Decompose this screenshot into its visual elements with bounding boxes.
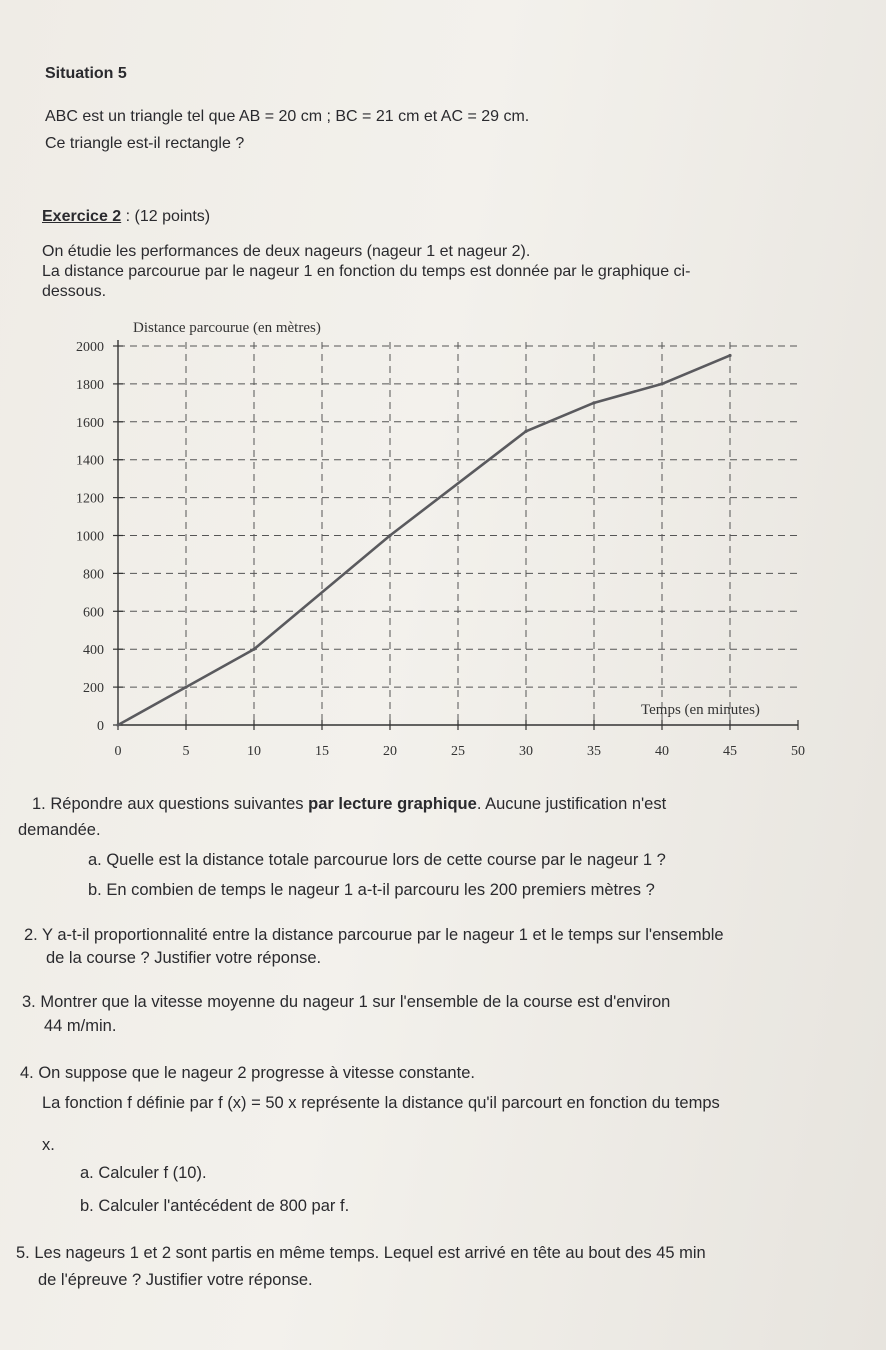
exercise-points: : (12 points) <box>121 208 211 225</box>
question-5-line-2: de l'épreuve ? Justifier votre réponse. <box>38 1271 313 1289</box>
y-tick-label-1200: 1200 <box>76 491 104 507</box>
series-point <box>388 534 391 537</box>
x-tick-label-10: 10 <box>247 744 261 759</box>
y-tick-label-600: 600 <box>83 605 104 621</box>
question-3-line-2: 44 m/min. <box>44 1017 117 1035</box>
question-5-line-1: 5. Les nageurs 1 et 2 sont partis en même temps. Lequel est arrivé en tête au bout des 45 min <box>16 1244 706 1262</box>
question-1-continuation: demandée. <box>18 821 101 839</box>
situation-title: Situation 5 <box>45 65 127 82</box>
x-tick-label-30: 30 <box>519 744 533 759</box>
distance-time-chart <box>55 312 815 772</box>
x-tick-label-15: 15 <box>315 744 329 759</box>
question-2-line-2: de la course ? Justifier votre réponse. <box>46 949 322 967</box>
question-1a: a. Quelle est la distance totale parcourue lors de cette course par le nageur 1 ? <box>88 851 666 869</box>
y-tick-label-1800: 1800 <box>76 377 104 393</box>
x-tick-label-35: 35 <box>587 744 601 759</box>
question-1-text-b: . Aucune justification n'est <box>476 795 667 813</box>
question-4-line-2: La fonction f définie par f (x) = 50 x représente la distance qu'il parcourt en fonction du temps <box>42 1094 720 1112</box>
y-tick-label-0: 0 <box>97 719 104 734</box>
series-line-nageur-1 <box>118 355 730 725</box>
question-2-line-1: 2. Y a-t-il proportionnalité entre la distance parcourue par le nageur 1 et le temps sur l'ensemble <box>24 926 724 944</box>
x-tick-label-20: 20 <box>383 744 397 759</box>
y-tick-label-800: 800 <box>83 567 104 583</box>
y-tick-label-200: 200 <box>83 681 104 697</box>
exercise-intro-1: On étudie les performances de deux nageurs (nageur 1 et nageur 2). <box>42 243 531 260</box>
x-tick-label-25: 25 <box>451 744 465 759</box>
question-1-text-a: Répondre aux questions suivantes <box>50 795 309 813</box>
series-point <box>592 401 595 404</box>
x-tick-label-40: 40 <box>655 744 669 759</box>
series-point <box>116 723 119 726</box>
y-tick-label-400: 400 <box>83 643 104 659</box>
series-point <box>524 430 527 433</box>
chart-series <box>116 354 731 727</box>
series-point <box>728 354 731 357</box>
chart-x-axis-label: Temps (en minutes) <box>641 702 760 718</box>
question-1-number: 1. <box>32 795 46 813</box>
y-tick-label-1000: 1000 <box>76 529 104 545</box>
question-4-line-1: 4. On suppose que le nageur 2 progresse à vitesse constante. <box>20 1064 475 1082</box>
y-tick-label-1600: 1600 <box>76 415 104 431</box>
situation-question: Ce triangle est-il rectangle ? <box>45 135 245 152</box>
x-tick-label-5: 5 <box>182 744 190 759</box>
question-1 <box>32 794 666 814</box>
question-4b: b. Calculer l'antécédent de 800 par f. <box>80 1197 350 1215</box>
chart-tick-labels <box>76 340 805 759</box>
series-point <box>184 686 187 689</box>
chart-title: Distance parcourue (en mètres) <box>133 320 321 336</box>
series-point <box>660 382 663 385</box>
exercise-intro-3: dessous. <box>42 283 107 300</box>
y-tick-label-1400: 1400 <box>76 453 104 469</box>
exercise-heading <box>42 207 210 227</box>
x-tick-label-50: 50 <box>791 744 805 759</box>
exercise-title: Exercice 2 <box>42 208 122 225</box>
exercise-intro-2: La distance parcourue par le nageur 1 en fonction du temps est donnée par le graphique ci- <box>42 263 691 280</box>
situation-statement: ABC est un triangle tel que AB = 20 cm ; BC = 21 cm et AC = 29 cm. <box>45 108 530 125</box>
y-tick-label-2000: 2000 <box>76 340 104 355</box>
question-4-line-3: x. <box>42 1136 55 1154</box>
question-4a: a. Calculer f (10). <box>80 1164 207 1182</box>
x-tick-label-0: 0 <box>114 744 122 759</box>
question-1b: b. En combien de temps le nageur 1 a-t-il parcouru les 200 premiers mètres ? <box>88 881 655 899</box>
question-3-line-1: 3. Montrer que la vitesse moyenne du nageur 1 sur l'ensemble de la course est d'environ <box>22 993 671 1011</box>
x-tick-label-45: 45 <box>723 744 737 759</box>
series-point <box>252 648 255 651</box>
question-1-emphasis: par lecture graphique <box>308 795 477 813</box>
